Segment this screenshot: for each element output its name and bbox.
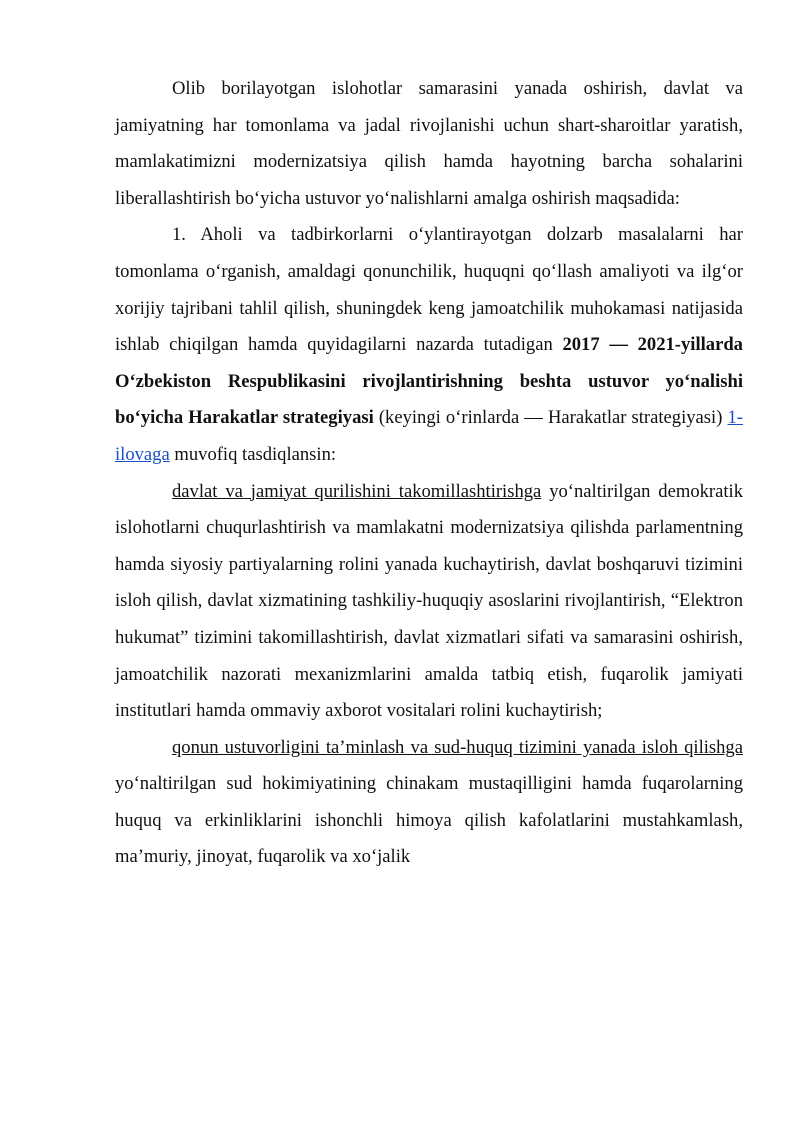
paragraph-intro — [115, 71, 743, 217]
item-1-middle-text: (keyingi o‘rinlarda — Harakatlar strategiyasi) — [373, 407, 728, 429]
state-building-text: yo‘naltirilgan demokratik islohotlarni chuqurlashtirish va mamlakatni modernizatsiya qilishda parlamentning hamda siyosiy partiyalarning rolini yanada kuchaytirish, davlat boshqaruvi tizimini isloh qilish, davlat xizmatining tashkiliy-huquqiy asoslarini rivojlantirish, “Elektron hukumat” tizimini takomillashtirish, davlat xizmatlari sifati va samarasini oshirish, jamoatchilik nazorati mexanizmlarini amalda tatbiq etish, fuqarolik jamiyati institutlari hamda ommaviy axborot vositalari rolini kuchaytirish; — [115, 480, 743, 722]
paragraph-item-1 — [115, 217, 743, 473]
appendix-1-link[interactable]: 1-ilovaga — [115, 407, 743, 465]
state-building-heading-underlined: davlat va jamiyat qurilishini takomillashtirishga — [172, 480, 542, 502]
paragraph-intro-text: Olib borilayotgan islohotlar samarasini yanada oshirish, davlat va jamiyatning har tomonlama va jadal rivojlanishi uchun shart-sharoitlar yaratish, mamlakatimizni modernizatsiya qilish hamda hayotning barcha sohalarini liberallashtirish bo‘yicha ustuvor yo‘nalishlarni amalga oshirish maqsadida: — [115, 78, 743, 209]
paragraph-state-building — [115, 474, 743, 730]
strategy-title-bold: 2017 — 2021-yillarda O‘zbekiston Respublikasini rivojlantirishning beshta ustuvor yo‘nalishi bo‘yicha Harakatlar strategiyasi — [115, 334, 743, 429]
rule-of-law-text: yo‘naltirilgan sud hokimiyatining chinakam mustaqilligini hamda fuqarolarning huquq va erkinliklarini ishonchli himoya qilish kafolatlarini mustahkamlash, ma’muriy, jinoyat, fuqarolik va xo‘jalik — [115, 773, 743, 868]
document-page — [115, 71, 743, 876]
item-1-end-text: muvofiq tasdiqlansin: — [169, 443, 337, 465]
item-1-start-text: 1. Aholi va tadbirkorlarni o‘ylantirayotgan dolzarb masalalarni har tomonlama o‘rganish, amaldagi qonunchilik, huquqni qo‘llash amaliyoti va ilg‘or xorijiy tajribani tahlil qilish, shuningdek keng jamoatchilik muhokamasi natijasida ishlab chiqilgan hamda quyidagilarni nazarda tutadigan — [115, 224, 743, 356]
paragraph-rule-of-law — [115, 730, 743, 876]
rule-of-law-heading-underlined: qonun ustuvorligini ta’minlash va sud-huquq tizimini yanada isloh qilishga — [172, 736, 743, 758]
